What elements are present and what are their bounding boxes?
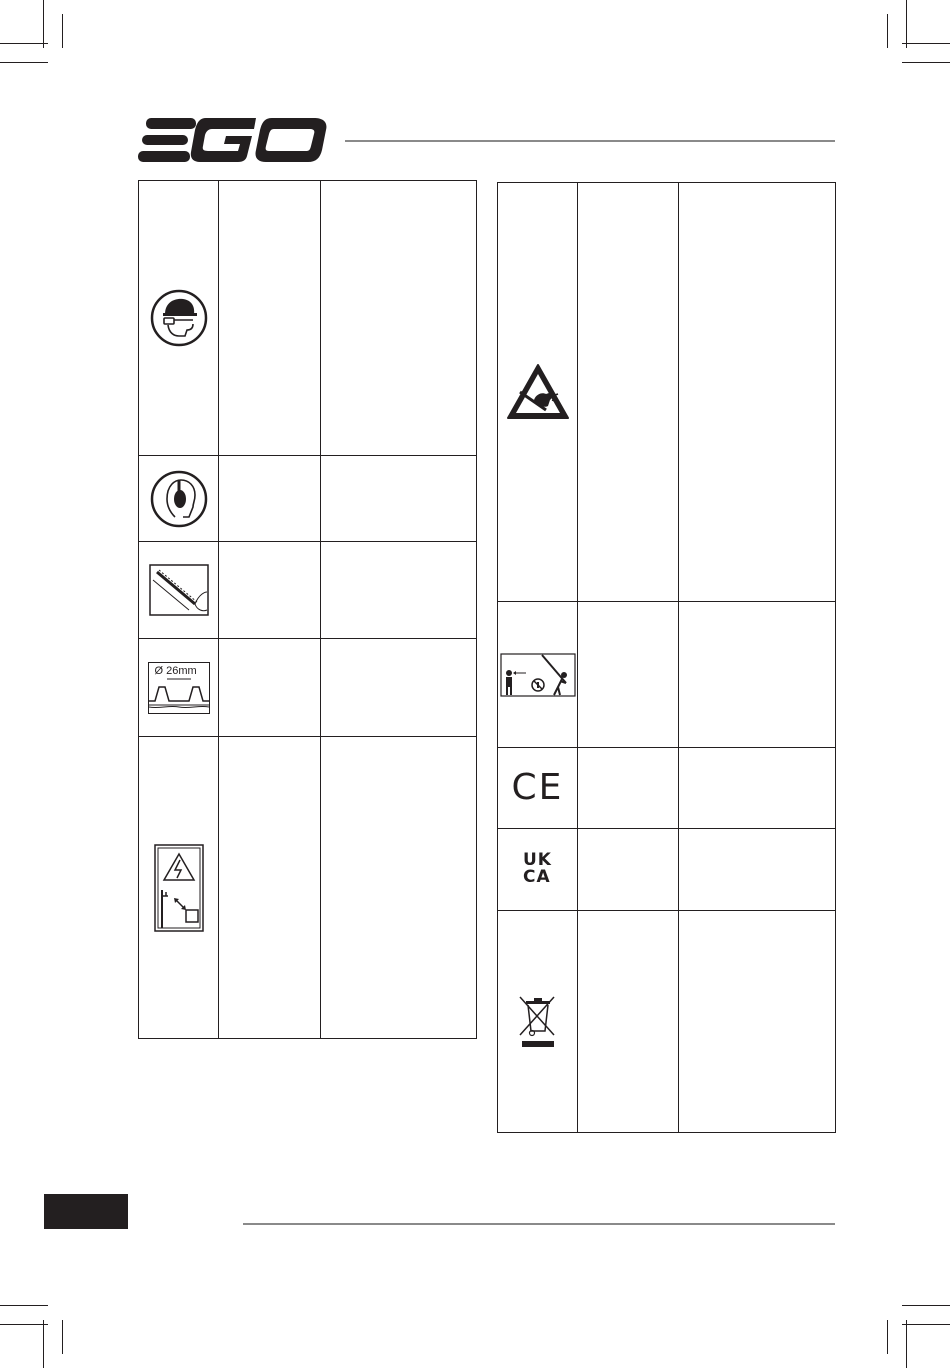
pole-saw-length-icon bbox=[149, 564, 209, 616]
branch-diameter-icon bbox=[148, 662, 210, 714]
symbol-name-cell bbox=[578, 911, 679, 1133]
crop-mark bbox=[902, 1305, 950, 1306]
symbol-name bbox=[219, 584, 320, 596]
crop-mark bbox=[43, 0, 44, 48]
symbol-meaning bbox=[679, 864, 835, 876]
symbol-name-cell bbox=[578, 748, 679, 829]
meaning-cell bbox=[321, 737, 477, 1039]
table-row bbox=[139, 737, 477, 1039]
icon-cell bbox=[139, 542, 219, 639]
ukca-top-text: UK bbox=[523, 850, 552, 870]
table-row bbox=[498, 829, 836, 911]
crop-mark bbox=[62, 14, 63, 48]
symbol-meaning bbox=[679, 1016, 835, 1028]
crop-mark bbox=[902, 43, 950, 44]
symbol-name-cell bbox=[219, 542, 321, 639]
branch-diameter-label: Ø 26mm bbox=[154, 664, 197, 677]
table-row bbox=[498, 911, 836, 1133]
symbol-name bbox=[578, 669, 678, 681]
symbol-name bbox=[578, 864, 678, 876]
symbols-table-right bbox=[497, 182, 836, 1133]
symbol-name bbox=[578, 386, 678, 398]
symbol-name-cell bbox=[578, 829, 679, 911]
meaning-cell bbox=[679, 183, 836, 602]
symbol-name-cell bbox=[219, 181, 321, 456]
symbol-name-cell bbox=[219, 456, 321, 542]
symbol-name-cell bbox=[219, 737, 321, 1039]
header-rule bbox=[345, 140, 835, 142]
icon-cell bbox=[498, 829, 578, 911]
branch-cross-section bbox=[149, 663, 209, 713]
symbol-name-cell bbox=[578, 183, 679, 602]
table-row bbox=[139, 181, 477, 456]
meaning-cell bbox=[679, 911, 836, 1133]
icon-cell bbox=[498, 911, 578, 1133]
crop-mark bbox=[0, 62, 48, 63]
crop-mark bbox=[0, 43, 48, 44]
ukca-bottom-text: CA bbox=[523, 867, 551, 887]
icon-cell bbox=[139, 456, 219, 542]
symbol-name bbox=[219, 493, 320, 505]
footer-rule bbox=[243, 1223, 835, 1225]
symbol-meaning bbox=[321, 312, 476, 324]
table-row bbox=[139, 639, 477, 737]
meaning-cell bbox=[321, 542, 477, 639]
symbol-name bbox=[219, 682, 320, 694]
hard-hat-safety-glasses-icon bbox=[149, 288, 209, 348]
crop-mark bbox=[902, 1324, 950, 1325]
crop-mark bbox=[62, 1320, 63, 1354]
table-row bbox=[139, 542, 477, 639]
table-row bbox=[498, 183, 836, 602]
hand-cut-warning-icon bbox=[506, 362, 570, 422]
table-row bbox=[498, 748, 836, 829]
symbol-meaning bbox=[679, 386, 835, 398]
table-row bbox=[139, 456, 477, 542]
crop-mark bbox=[902, 62, 950, 63]
symbols-table-left bbox=[138, 180, 477, 1039]
icon-cell bbox=[139, 639, 219, 737]
icon-cell bbox=[498, 602, 578, 748]
meaning-cell bbox=[321, 456, 477, 542]
icon-cell bbox=[498, 183, 578, 602]
icon-cell bbox=[139, 737, 219, 1039]
symbol-name-cell bbox=[219, 639, 321, 737]
icon-cell bbox=[139, 181, 219, 456]
symbol-name bbox=[578, 1016, 678, 1028]
symbol-name-cell bbox=[578, 602, 679, 748]
symbol-meaning bbox=[679, 782, 835, 794]
meaning-cell bbox=[679, 602, 836, 748]
meaning-cell bbox=[679, 829, 836, 911]
meaning-cell bbox=[321, 181, 477, 456]
symbol-name bbox=[578, 782, 678, 794]
crop-mark bbox=[906, 1320, 907, 1368]
meaning-cell bbox=[679, 748, 836, 829]
page-number-tab bbox=[44, 1194, 128, 1229]
keep-bystanders-away-icon bbox=[500, 653, 576, 697]
symbol-meaning bbox=[321, 584, 476, 596]
crop-mark bbox=[0, 1305, 48, 1306]
ce-mark-icon: CE bbox=[511, 767, 564, 808]
crop-mark bbox=[887, 14, 888, 48]
ego-logo bbox=[138, 118, 328, 162]
symbol-meaning bbox=[679, 669, 835, 681]
weee-bin-icon bbox=[518, 995, 558, 1049]
power-line-distance-icon bbox=[154, 844, 204, 932]
symbol-meaning bbox=[321, 882, 476, 894]
symbol-meaning bbox=[321, 682, 476, 694]
ear-protection-icon bbox=[149, 469, 209, 529]
meaning-cell bbox=[321, 639, 477, 737]
crop-mark bbox=[887, 1320, 888, 1354]
symbol-meaning bbox=[321, 493, 476, 505]
ukca-mark-icon bbox=[523, 852, 552, 886]
table-row bbox=[498, 602, 836, 748]
icon-cell bbox=[498, 748, 578, 829]
crop-mark bbox=[43, 1320, 44, 1368]
crop-mark bbox=[906, 0, 907, 48]
crop-mark bbox=[0, 1324, 48, 1325]
symbol-name bbox=[219, 882, 320, 894]
symbol-name bbox=[219, 312, 320, 324]
